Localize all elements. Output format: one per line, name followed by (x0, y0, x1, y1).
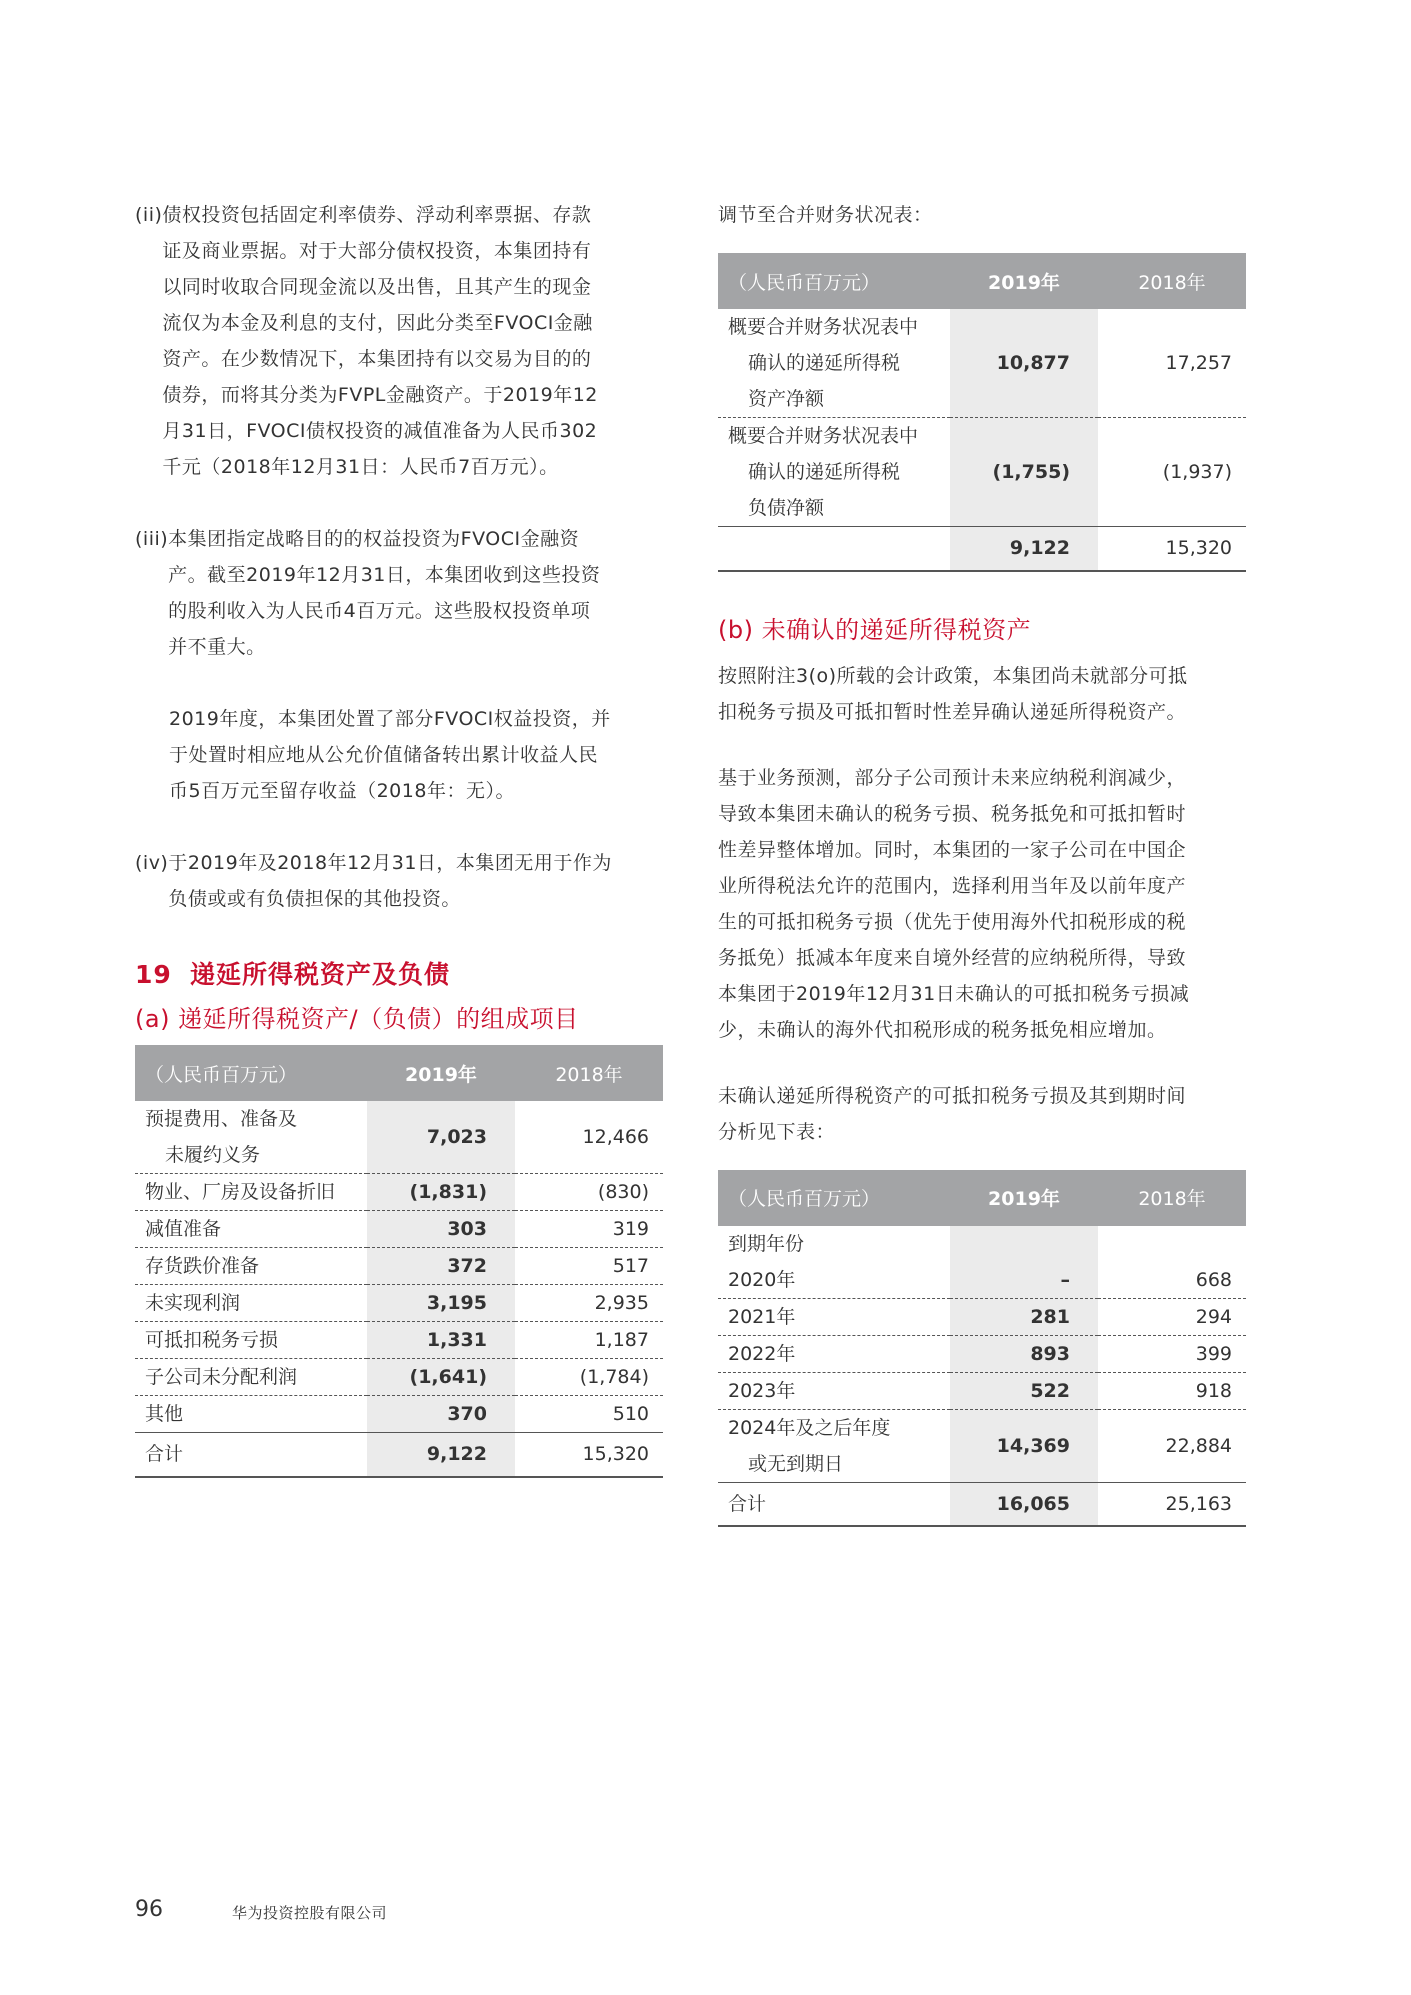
row-label (718, 309, 950, 418)
row-label: 2021年 (718, 1298, 950, 1335)
value-2019: 7,023 (367, 1101, 515, 1174)
text-line: 资产。在少数情况下，本集团持有以交易为目的的 (162, 348, 592, 370)
header-2018: 2018年 (1098, 253, 1246, 309)
value-2018: 22,884 (1165, 1434, 1232, 1457)
header-2018: 2018年 (515, 1045, 663, 1101)
table-row (135, 1396, 663, 1433)
label-line: 负债净额 (748, 497, 825, 519)
paragraph (718, 658, 1246, 730)
text-line: 并不重大。 (168, 636, 266, 658)
value-2019: (1,755) (950, 418, 1098, 527)
company-name: 华为投资控股有限公司 (232, 1904, 388, 1922)
item-marker: (ii) (135, 204, 163, 226)
text-line: 本集团指定战略目的的权益投资为FVOCI金融资 (168, 528, 580, 550)
row-label: 可抵扣税务亏损 (135, 1322, 367, 1359)
value-2019: (1,641) (367, 1359, 515, 1396)
note-item-iv (135, 845, 663, 917)
value-2019: 3,195 (367, 1285, 515, 1322)
row-label: 减值准备 (135, 1211, 367, 1248)
value-2018: 294 (1098, 1298, 1246, 1335)
text-line: 于处置时相应地从公允价值储备转出累计收益人民 (169, 744, 599, 766)
text-line: 千元（2018年12月31日：人民币7百万元）。 (162, 456, 559, 478)
item-body (168, 845, 663, 917)
row-label: 2020年 (718, 1262, 950, 1299)
header-unit: （人民币百万元） (135, 1045, 367, 1101)
text-line: 业所得税法允许的范围内，选择利用当年及以前年度产 (718, 874, 1187, 897)
text-line: 流仅为本金及利息的支付，因此分类至FVOCI金融 (162, 312, 593, 334)
header-unit: （人民币百万元） (718, 1170, 950, 1226)
table-row (135, 1174, 663, 1211)
total-label: 合计 (718, 1482, 950, 1526)
left-column (135, 197, 663, 1478)
text-line: 以同时收取合同现金流以及出售，且其产生的现金 (162, 276, 592, 298)
reconciliation-intro: 调节至合并财务状况表： (718, 204, 933, 226)
paragraph (718, 760, 1246, 1048)
header-2019: 2019年 (950, 1170, 1098, 1226)
value-2019: 522 (950, 1372, 1098, 1409)
label-line: 资产净额 (748, 388, 825, 410)
text-line: 未确认递延所得税资产的可抵扣税务亏损及其到期时间 (718, 1084, 1187, 1107)
deferred-tax-components-table (135, 1045, 663, 1478)
text-line: 基于业务预测，部分子公司预计未来应纳税利润减少， (718, 766, 1187, 789)
label-line: 概要合并财务状况表中 (728, 425, 919, 447)
value-2018: (830) (515, 1174, 663, 1211)
text-line: 务抵免）抵减本年度来自境外经营的应纳税所得，导致 (718, 946, 1187, 969)
value-2019: 372 (367, 1248, 515, 1285)
label-line: 2024年及之后年度 (728, 1416, 891, 1439)
row-label: 存货跌价准备 (135, 1248, 367, 1285)
value-2019: (1,831) (367, 1174, 515, 1211)
table-row (135, 1322, 663, 1359)
table-total-row (718, 1482, 1246, 1526)
row-label: 2022年 (718, 1335, 950, 1372)
text-line: 债权投资包括固定利率债券、浮动利率票据、存款 (162, 204, 592, 226)
row-label (718, 418, 950, 527)
item-body (162, 197, 663, 485)
label-line: 概要合并财务状况表中 (728, 316, 919, 338)
item-body (168, 521, 663, 665)
header-2018: 2018年 (1098, 1170, 1246, 1226)
text-line: 按照附注3(o)所载的会计政策，本集团尚未就部分可抵 (718, 664, 1188, 687)
label-line: 预提费用、准备及 (145, 1108, 298, 1130)
section-number: 19 (135, 960, 172, 989)
table-row (718, 1262, 1246, 1299)
text-line: 于2019年及2018年12月31日，本集团无用于作为 (168, 852, 612, 874)
total-label (718, 527, 950, 571)
table-total-row (718, 527, 1246, 571)
text-line: 导致本集团未确认的税务亏损、税务抵免和可抵扣暂时 (718, 802, 1187, 825)
table-header-row (135, 1045, 663, 1101)
total-2019: 16,065 (950, 1482, 1098, 1526)
empty-cell (1098, 1226, 1246, 1262)
value-2019: 370 (367, 1396, 515, 1433)
table-row (718, 1298, 1246, 1335)
page-number: 96 (135, 1897, 163, 1922)
value-2018: 517 (515, 1248, 663, 1285)
value-2018: 668 (1098, 1262, 1246, 1299)
table-row (718, 1409, 1246, 1482)
text-line: 负债或或有负债担保的其他投资。 (168, 888, 461, 910)
empty-cell (950, 1226, 1098, 1262)
text-line: 分析见下表： (718, 1120, 836, 1143)
table-row (135, 1359, 663, 1396)
value-2019: 14,369 (950, 1409, 1098, 1482)
table-row (135, 1285, 663, 1322)
text-line: 少，未确认的海外代扣税形成的税务抵免相应增加。 (718, 1018, 1167, 1041)
value-2018: (1,784) (515, 1359, 663, 1396)
reconciliation-table (718, 253, 1246, 572)
row-label: 未实现利润 (135, 1285, 367, 1322)
value-2018: 12,466 (515, 1101, 663, 1174)
table-row (135, 1248, 663, 1285)
header-2019: 2019年 (367, 1045, 515, 1101)
item-marker: (iv) (135, 852, 169, 874)
right-column (718, 197, 1246, 1527)
text-line: 证及商业票据。对于大部分债权投资，本集团持有 (162, 240, 592, 262)
value-2018: 319 (515, 1211, 663, 1248)
note-item-ii (135, 197, 663, 485)
label-line: 或无到期日 (748, 1452, 844, 1475)
text-line: 债券，而将其分类为FVPL金融资产。于2019年12 (162, 384, 598, 406)
header-unit: （人民币百万元） (718, 253, 950, 309)
text-line: 月31日，FVOCI债权投资的减值准备为人民币302 (162, 420, 598, 442)
total-2018: 25,163 (1098, 1482, 1246, 1526)
table-header-row (718, 253, 1246, 309)
table-total-row (135, 1433, 663, 1477)
text-line: 的股利收入为人民币4百万元。这些股权投资单项 (168, 600, 591, 622)
text-line: 本集团于2019年12月31日未确认的可抵扣税务亏损减 (718, 982, 1190, 1005)
row-label: 2023年 (718, 1372, 950, 1409)
value-2018: (1,937) (1162, 461, 1232, 483)
value-2018: 510 (612, 1403, 649, 1425)
group-label: 到期年份 (728, 1232, 805, 1255)
section-heading (135, 957, 663, 993)
table-row (135, 1211, 663, 1248)
total-2019: 9,122 (950, 527, 1098, 571)
value-2018: 2,935 (515, 1285, 663, 1322)
subsection-b-heading: (b) 未确认的递延所得税资产 (718, 615, 1032, 644)
table-row (718, 1335, 1246, 1372)
value-2019: – (950, 1262, 1098, 1299)
table-row (718, 309, 1246, 418)
row-label (135, 1101, 367, 1174)
paragraph (718, 1078, 1246, 1150)
total-2019: 9,122 (367, 1433, 515, 1477)
value-2018: 399 (1098, 1335, 1246, 1372)
table-row (135, 1101, 663, 1174)
value-2018: 918 (1098, 1372, 1246, 1409)
total-2018: 15,320 (1098, 527, 1246, 571)
text-line: 生的可抵扣税务亏损（优先于使用海外代扣税形成的税 (718, 910, 1187, 933)
tax-loss-expiry-table (718, 1170, 1246, 1528)
value-2019: 303 (367, 1211, 515, 1248)
value-2019: 10,877 (950, 309, 1098, 418)
table-header-row (718, 1170, 1246, 1226)
row-label: 子公司未分配利润 (135, 1359, 367, 1396)
label-line: 确认的递延所得税 (748, 461, 901, 483)
subsection-a-heading: (a) 递延所得税资产/（负债）的组成项目 (135, 1005, 579, 1033)
header-2019: 2019年 (950, 253, 1098, 309)
table-row (718, 418, 1246, 527)
text-line: 扣税务亏损及可抵扣暂时性差异确认递延所得税资产。 (718, 700, 1187, 723)
note-item-iii-continued (135, 701, 663, 809)
row-label: 物业、厂房及设备折旧 (135, 1174, 367, 1211)
table-group-row (718, 1226, 1246, 1262)
label-line: 未履约义务 (165, 1144, 261, 1166)
value-2018: 1,187 (515, 1322, 663, 1359)
total-2018: 15,320 (515, 1433, 663, 1477)
section-title: 递延所得税资产及负债 (190, 960, 451, 989)
row-label: 其他 (145, 1403, 184, 1425)
row-label (718, 1409, 950, 1482)
value-2019: 1,331 (367, 1322, 515, 1359)
text-line: 2019年度，本集团处置了部分FVOCI权益投资，并 (169, 708, 611, 730)
item-marker: (iii) (135, 528, 169, 550)
table-row (718, 1372, 1246, 1409)
total-label: 合计 (135, 1433, 367, 1477)
value-2019: 893 (950, 1335, 1098, 1372)
text-line: 产。截至2019年12月31日，本集团收到这些投资 (168, 564, 601, 586)
value-2019: 281 (950, 1298, 1098, 1335)
text-line: 币5百万元至留存收益（2018年：无）。 (169, 780, 515, 802)
text-line: 性差异整体增加。同时，本集团的一家子公司在中国企 (718, 838, 1187, 861)
note-item-iii (135, 521, 663, 665)
value-2018: 17,257 (1098, 309, 1246, 418)
label-line: 确认的递延所得税 (748, 352, 901, 374)
